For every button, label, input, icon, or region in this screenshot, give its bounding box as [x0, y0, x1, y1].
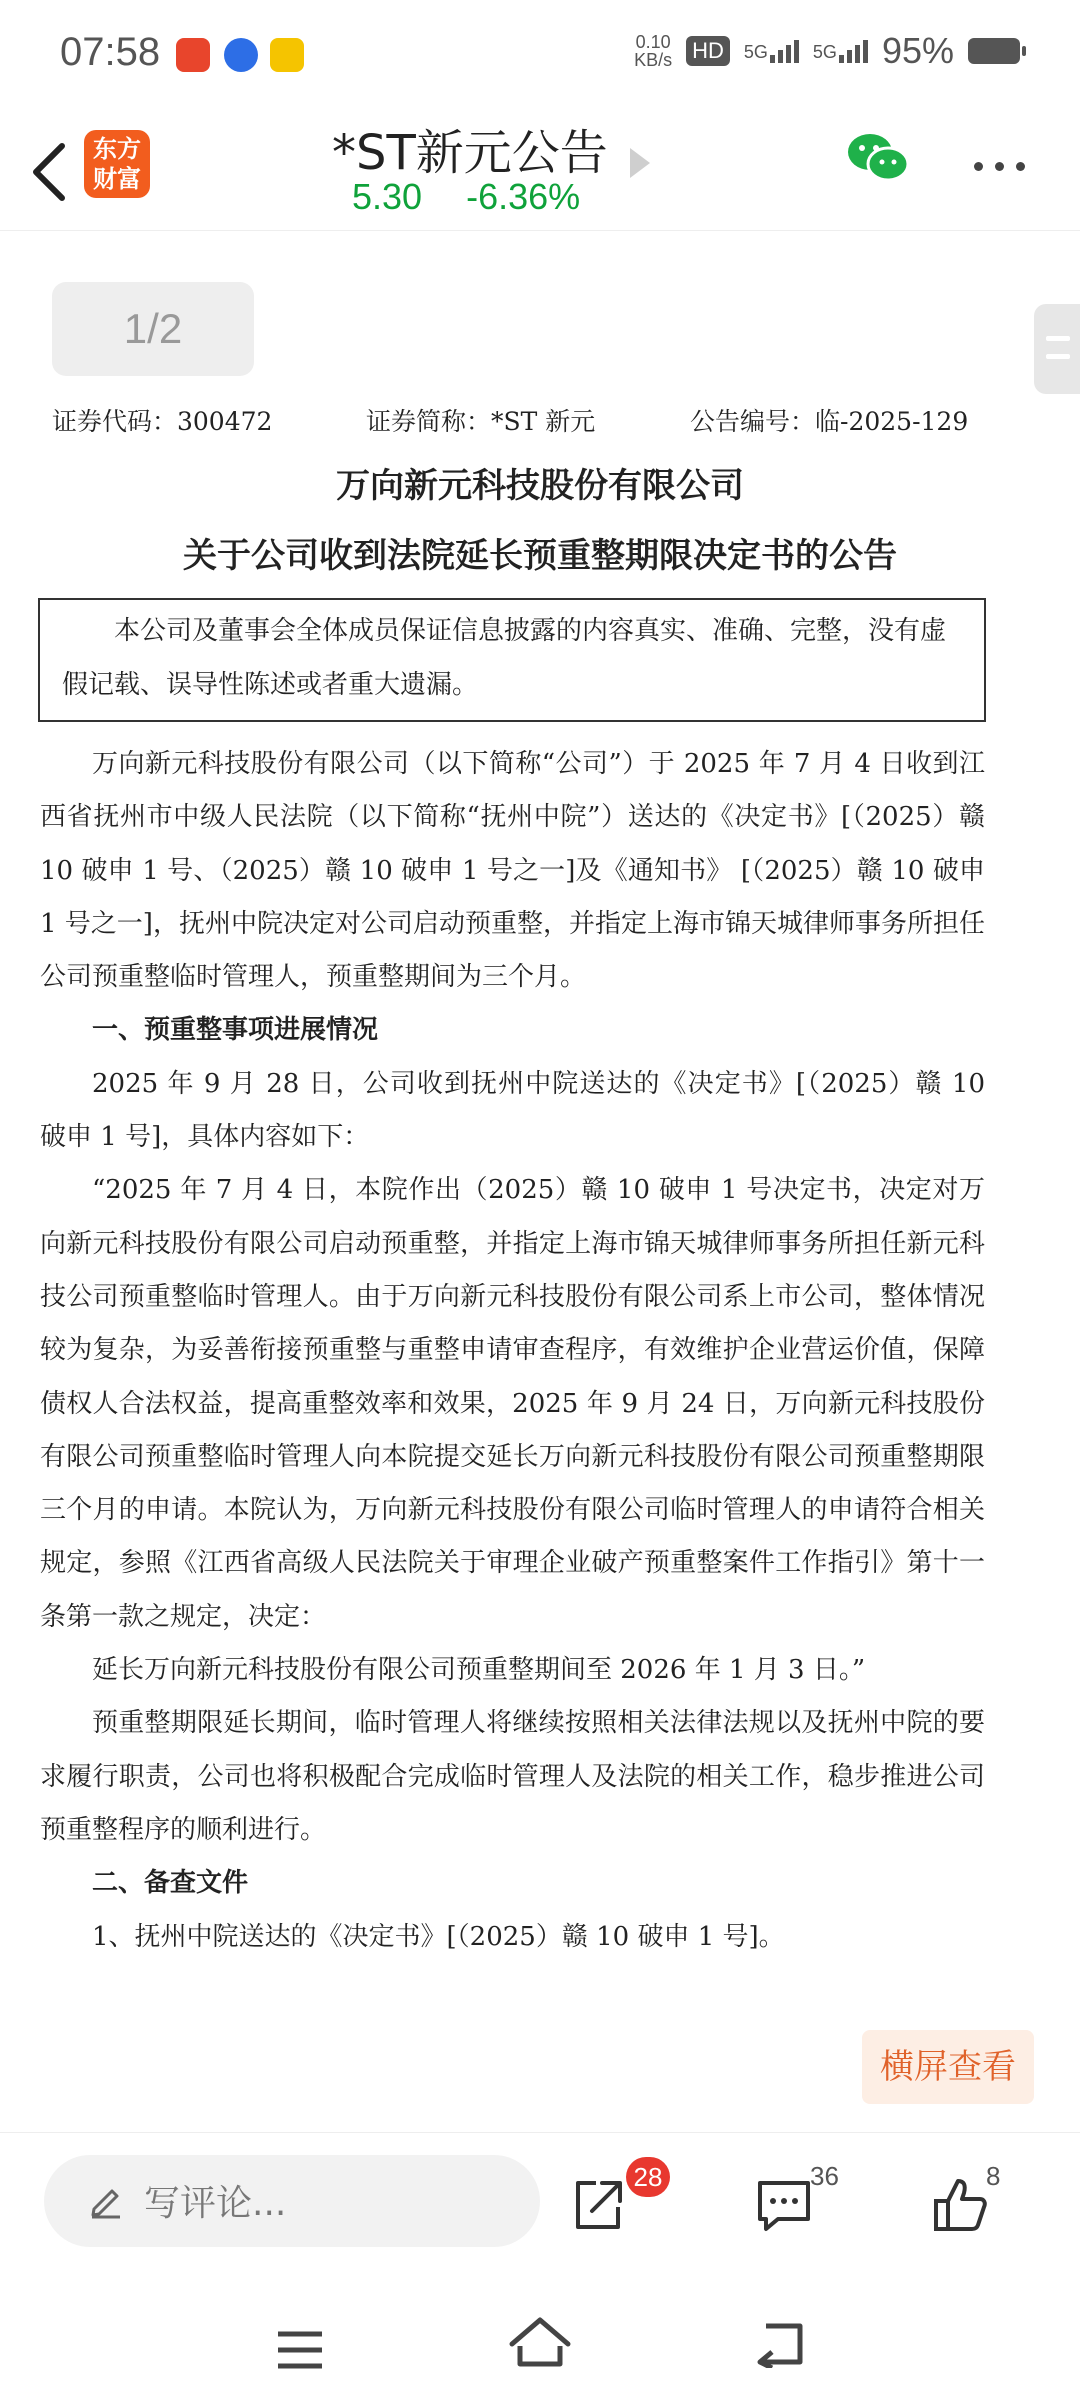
- paragraph: 万向新元科技股份有限公司（以下简称“公司”）于 2025 年 7 月 4 日收到江西省抚州市中级人民法院（以下简称“抚州中院”）送达的《决定书》[（2025）赣 10 破申 1 号、（2025）赣 10 破申 1 号之一]及《通知书》 [（2025）赣 10 破申 1 号之一]，抚州中院决定对公司启动预重整，并指定上海市锦天城律师事务所担任公司预重整临时管理人，预重整期间为三个月。: [40, 749, 985, 993]
- pencil-icon: [86, 2179, 126, 2219]
- security-short-name: 证券简称：*ST 新元: [366, 407, 596, 436]
- net-speed-value: 0.10: [635, 32, 671, 52]
- logo-text-line1: 东方: [93, 135, 141, 163]
- status-bar: [0, 0, 1080, 110]
- paragraph: 2025 年 9 月 28 日，公司收到抚州中院送达的《决定书》[（2025）赣 10 破申 1 号]，具体内容如下：: [40, 1068, 985, 1153]
- paragraph: 预重整期限延长期间，临时管理人将继续按照相关法律法规以及抚州中院的要求履行职责，公司也将积极配合完成临时管理人及法院的相关工作，稳步推进公司预重整程序的顺利进行。: [40, 1708, 985, 1845]
- stock-quote: [352, 176, 580, 218]
- net-speed-unit: KB/s: [634, 50, 673, 70]
- signal-label: 5G: [743, 41, 768, 62]
- play-triangle-icon[interactable]: [628, 146, 652, 180]
- page-indicator: 1/2: [52, 282, 254, 376]
- paragraph: “2025 年 7 月 4 日，本院作出（2025）赣 10 破申 1 号决定书，决定对万向新元科技股份有限公司启动预重整，并指定上海市锦天城律师事务所担任新元科技公司预重整临时管理人。由于万向新元科技股份有限公司系上市公司，整体情况较为复杂，为妥善衔接预重整与重整申请审查程序，有效维护企业营运价值，保障债权人合法权益，提高重整效率和效果，2025 年 9 月 24 日，万向新元科技股份有限公司预重整临时管理人向本院提交延长万向新元科技股份有限公司预重整期限三个月的申请。本院认为，万向新元科技股份有限公司临时管理人的申请符合相关规定，参照《江西省高级人民法院关于审理企业破产预重整案件工作指引》第十一条第一款之规定，决定：: [40, 1175, 985, 1632]
- battery-percent: 95%: [881, 30, 954, 71]
- announcement-heading: 关于公司收到法院延长预重整期限决定书的公告: [183, 536, 897, 576]
- wechat-share-icon[interactable]: [846, 130, 910, 186]
- disclaimer-box: 本公司及董事会全体成员保证信息披露的内容真实、准确、完整，没有虚假记载、误导性陈述或者重大遗漏。: [38, 598, 986, 722]
- comment-icon[interactable]: [754, 2177, 814, 2235]
- thumbs-up-icon[interactable]: [930, 2175, 990, 2235]
- bottom-action-bar: [0, 2132, 1080, 2279]
- stock-change: -6.36%: [466, 176, 581, 217]
- app-notification-icon: [176, 38, 210, 72]
- paragraph: 延长万向新元科技股份有限公司预重整期间至 2026 年 1 月 3 日。”: [92, 1655, 866, 1686]
- system-nav-bar: [0, 2278, 1080, 2400]
- network-speed: [634, 33, 672, 69]
- app-header: [0, 110, 1080, 231]
- like-count: 8: [986, 2161, 1001, 2191]
- signal-icon: [744, 40, 799, 63]
- signal-label-2: 5G: [812, 41, 837, 62]
- section-heading: 一、预重整事项进展情况: [92, 1015, 379, 1046]
- announcement-number: 公告编号：临-2025-129: [690, 407, 969, 436]
- share-icon[interactable]: [568, 2175, 628, 2235]
- baidu-notification-icon: [224, 38, 258, 72]
- recent-apps-icon[interactable]: [276, 2330, 324, 2370]
- logo-text-line2: 财富: [93, 165, 141, 193]
- comment-input[interactable]: [44, 2155, 540, 2247]
- signal-icon-2: [813, 40, 868, 63]
- section-heading: 二、备查文件: [92, 1868, 249, 1899]
- page-title: *ST新元公告: [332, 125, 608, 181]
- comment-placeholder: 写评论...: [144, 2183, 287, 2224]
- video-notification-icon: [270, 38, 304, 72]
- company-name-heading: 万向新元科技股份有限公司: [336, 466, 744, 506]
- side-drawer-handle[interactable]: [1034, 304, 1080, 394]
- system-back-icon[interactable]: [752, 2318, 808, 2368]
- hd-icon: HD: [686, 36, 730, 66]
- home-icon[interactable]: [508, 2314, 572, 2370]
- status-indicators: [634, 30, 1020, 72]
- comment-count: 36: [810, 2161, 839, 2191]
- announcement-body: [40, 738, 985, 1964]
- security-code: 证券代码：300472: [52, 407, 273, 436]
- paragraph: 1、抚州中院送达的《决定书》[（2025）赣 10 破申 1 号]。: [92, 1921, 785, 1952]
- clock: 07:58: [60, 30, 161, 74]
- more-options-icon[interactable]: [974, 162, 1025, 171]
- share-count-badge: 28: [626, 2157, 670, 2197]
- battery-icon: [968, 38, 1020, 64]
- landscape-view-button[interactable]: 横屏查看: [862, 2030, 1034, 2104]
- stock-price: 5.30: [352, 176, 423, 217]
